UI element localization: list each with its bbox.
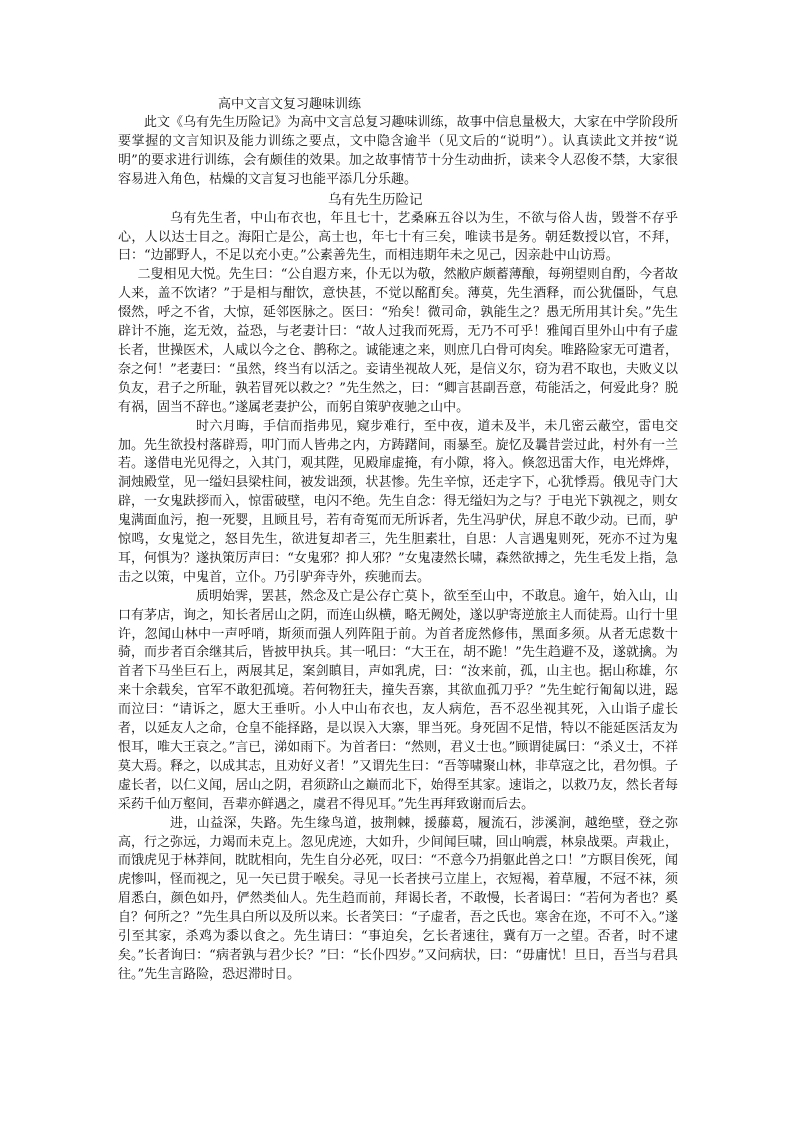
- document-page: [118, 95, 678, 985]
- document-title: 高中文言文复习趣味训练: [218, 97, 362, 112]
- story-paragraph: 二叟相见大悦。先生曰：“公自遐方来，仆无以为敬，然敝庐颇蓄薄酿，每朔望则自酌，今者故人来，盖不饮诸？”于是相与酣饮，意快甚，不觉以酩酊矣。薄莫，先生酒释，而公犹僵卧，气息惙然，呼之不省，大惊，延邻医脉之。医曰：“殆矣！微司命，孰能生之？愚无所用其计矣。”先生辟计不施，迄无效，益恐，与老妻计曰：“故人过我而死焉，无乃不可乎！雅闻百里外山中有子虚长者，世操医术，人咸以今之仓、鹊称之。诚能速之来，则庶几白骨可肉矣。唯路险家无可遣者，奈之何！”老妻曰：“虽然，终当有以活之。妾请坐视故人死，是信义尔，窃为君不取也，夫败义以负友，君子之所耻，孰若冒死以救之？”先生然之，曰：“卿言甚副吾意，苟能活之，何爱此身？脱有祸，固当不辞也。”遂属老妻护公，而躬自策驴夜驰之山中。: [118, 267, 678, 415]
- intro-paragraph: 此文《乌有先生历险记》为高中文言总复习趣味训练，故事中信息量极大，大家在中学阶段所要掌握的文言知识及能力训练之要点，文中隐含逾半（见文后的“说明”）。认真读此文并按“说明”的要求进行训练，会有颇佳的效果。加之故事情节十分生动曲折，读来令人忍俊不禁，大家很容易进入角色，枯燥的文言复习也能平添几分乐趣。: [118, 115, 678, 187]
- story-paragraph: 质明始霁，罢甚，然念及亡是公存亡莫卜，欲至至山中，不敢息。逾午，始入山，山口有茅店，询之，知长者居山之阴，而连山纵横，略无阙处，遂以驴寄逆旅主人而徒焉。山行十里许，忽闻山林中一声呼哨，斯须而强人列阵阻于前。为首者庞然修伟，黑面多须。从者无虑数十骑，而步者百余继其后，皆披甲执兵。其一吼曰：“大王在，胡不跪！”先生趋避不及，遂就擒。为首者下马坐巨石上，两展其足，案剑瞋目，声如乳虎，曰：“汝来前，孤，山主也。据山称雄，尔来十余载矣，官军不敢犯孤境。若何物狂夫，撞失吾寨，其欲血孤刀乎？”先生蛇行匍匐以进，跽而泣曰：“请诉之，愿大王垂听。小人中山布衣也，友人病危，吾不忍坐视其死，入山诣子虚长者，以延友人之命，仓皇不能择路，是以误入大寨，罪当死。身死固不足惜，特以不能延医活友为恨耳，唯大王哀之。”言已，涕如雨下。为首者曰：“然则，君义士也。”顾谓徒属曰：“杀义士，不祥莫大焉。释之，以成其志，且劝好义者！”又谓先生曰：“吾等啸聚山林，非草寇之比，君勿惧。子虚长者，以仁义闻，居山之阴，君须跻山之巅而北下，始得至其家。速诣之，以救乃友，然长者每采药千仙万壑间，吾辈亦鲜遇之，虞君不得见耳。”先生再拜致谢而后去。: [118, 588, 678, 812]
- story-paragraph: 进，山益深，失路。先生缘鸟道，披荆棘，援藤葛，履流石，涉溪涧，越绝壁，登之弥高，行之弥远，力竭而未克上。忽见虎迹，大如升，少间闻巨啸，回山响震，林泉战栗。声栽止，而饿虎见于林莽间，眈眈相向，先生自分必死，叹曰：“不意今乃捐躯此兽之口！”方瞑目俟死，闻虎惨叫，怪而视之，见一矢已贯于喉矣。寻见一长者挟弓立崖上，衣短褐，着草履，不冠不袜，须眉悉白，颜色如丹，俨然类仙人。先生趋而前，拜谒长者，不敢慢，长者谒曰：“若何为者也？奚自？何所之？”先生具白所以及所以来。长者笑曰：“子虚者，吾之氏也。寒舍在迩，不可不入。”遂引至其家，杀鸡为黍以食之。先生请曰：“事迫矣，乞长者速往，冀有万一之望。否者，时不逮矣。”长者询曰：“病者孰与君少长？”曰：“长仆四岁。”又问病状，曰：“毋庸忧！旦日，吾当与君具往。”先生言路险，恐迟滞时日。: [118, 815, 678, 982]
- story-paragraph: 乌有先生者，中山布衣也，年且七十，艺桑麻五谷以为生，不欲与俗人齿，毁誉不存乎心，人以达士目之。海阳亡是公，高士也，年七十有三矣，唯读书是务。朝廷数授以官，不拜，曰：“边鄙野人，不足以充小吏。”公素善先生，而相违期年未之见己，因亲赴中山访焉。: [118, 210, 678, 264]
- story-title: 乌有先生历险记: [328, 191, 423, 208]
- story-paragraph: 时六月晦，手信而指弗见，窥步难行，至中夜，道未及半，未几密云蔽空，雷电交加。先生欲投村落辟焉，叩门而人皆弗之内，方踌躇间，雨暴至。旋忆及曩昔尝过此，村外有一兰若。遂借电光见得之，入其门，观其陛，见殿扉虚掩，有小隙，将入。倏忽迅雷大作，电光烨烨，洞烛殿堂，见一缢妇县梁柱间，被发诎颈，状甚惨。先生辛惊，还走字下，心犹悸焉。俄见寺门大辟，一女鬼趺拶而入，惊雷破壁，电闪不绝。先生自念：得无缢妇为之与？于电光下孰视之，则女鬼满面血污，抱一死婴，且顾且号，若有奇冤而无所诉者，先生冯驴伏，屏息不敢少动。已而，驴惊鸣，女鬼觉之，怒目先生，欲进复却者三，先生胆素壮，自思：人言遇鬼则死，死亦不过为鬼耳，何惧为？遂执策厉声曰：“女鬼邪？抑人邪？”女鬼凄然长啸，森然欲搏之，先生毛发上指，急击之以策，中鬼首，立仆。乃引驴奔寺外，疾驰而去。: [118, 418, 678, 585]
